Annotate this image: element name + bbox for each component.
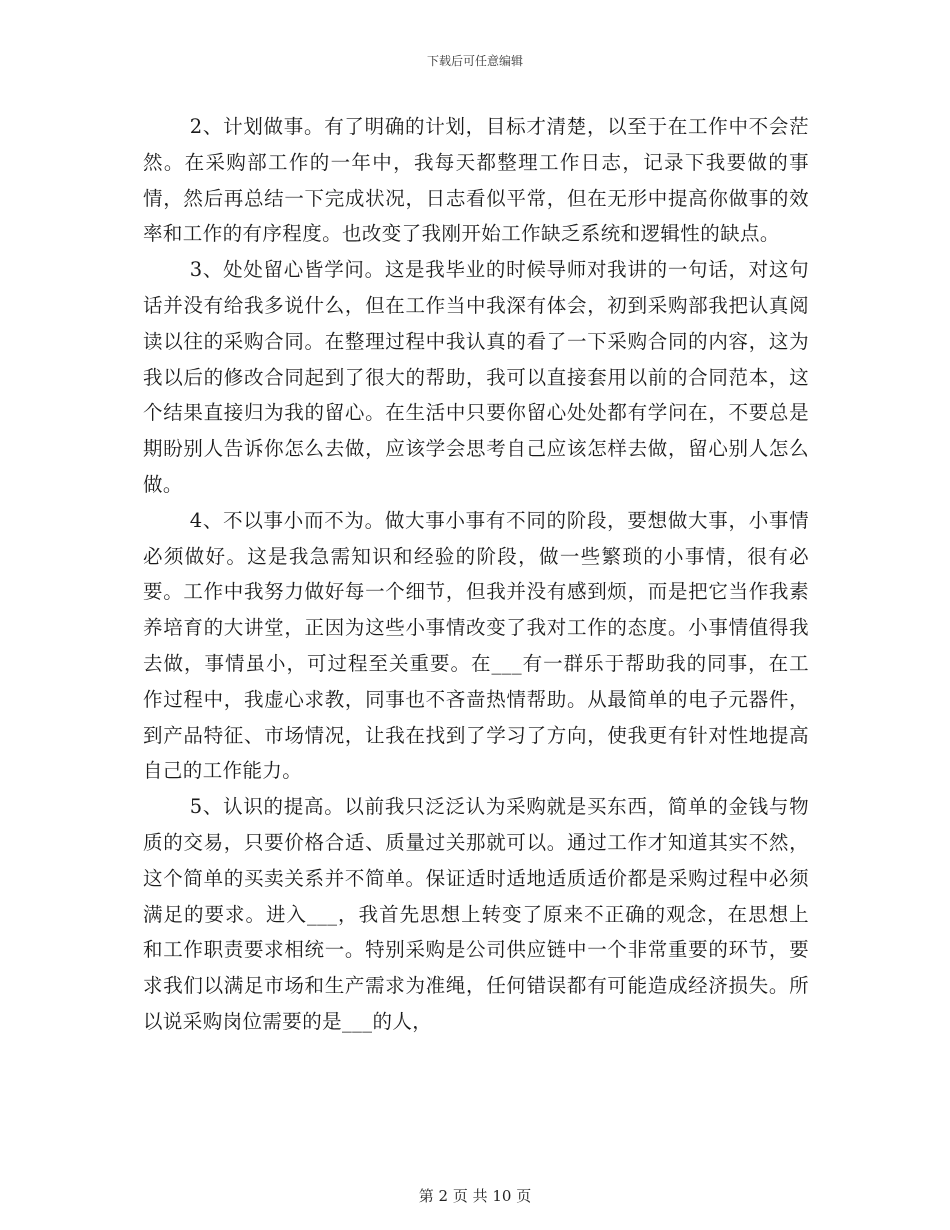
paragraph-4-small-things: 4、不以事小而不为。做大事小事有不同的阶段，要想做大事，小事情必须做好。这是我急需知识和经验的阶段，做一些繁琐的小事情，很有必要。工作中我努力做好每一个细节，但我并没有感到烦，而是把它当作我素养培育的大讲堂，正因为这些小事情改变了我对工作的态度。小事情值得我去做，事情虽小，可过程至关重要。在___有一群乐于帮助我的同事，在工作过程中，我虚心求教，同事也不吝啬热情帮助。从最简单的电子元器件，到产品特征、市场情况，让我在找到了学习了方向，使我更有针对性地提高自己的工作能力。 [143, 508, 809, 783]
paragraph-5-understanding: 5、认识的提高。以前我只泛泛认为采购就是买东西，简单的金钱与物质的交易，只要价格合适、质量过关那就可以。通过工作才知道其实不然，这个简单的买卖关系并不简单。保证适时适地适质适价都是采购过程中必须满足的要求。进入___，我首先思想上转变了原来不正确的观念，在思想上和工作职责要求相统一。特别采购是公司供应链中一个非常重要的环节，要求我们以满足市场和生产需求为准绳，任何错误都有可能造成经济损失。所以说采购岗位需要的是___的人， [143, 795, 809, 1033]
paragraph-2-plan: 2、计划做事。有了明确的计划，目标才清楚，以至于在工作中不会茫然。在采购部工作的一年中，我每天都整理工作日志，记录下我要做的事情，然后再总结一下完成状况，日志看似平常，但在无形中提高你做事的效率和工作的有序程度。也改变了我刚开始工作缺乏系统和逻辑性的缺点。 [143, 115, 809, 246]
page-number-footer: 第 2 页 共 10 页 [418, 1187, 532, 1205]
document-body [143, 109, 809, 1040]
paragraph-3-attention: 3、处处留心皆学问。这是我毕业的时候导师对我讲的一句话，对这句话并没有给我多说什么，但在工作当中我深有体会，初到采购部我把认真阅读以往的采购合同。在整理过程中我认真的看了一下采购合同的内容，这为我以后的修改合同起到了很大的帮助，我可以直接套用以前的合同范本，这个结果直接归为我的留心。在生活中只要你留心处处都有学问在，不要总是期盼别人告诉你怎么去做，应该学会思考自己应该怎样去做，留心别人怎么做。 [143, 258, 809, 496]
page-header: 下载后可任意编辑 [426, 54, 523, 68]
